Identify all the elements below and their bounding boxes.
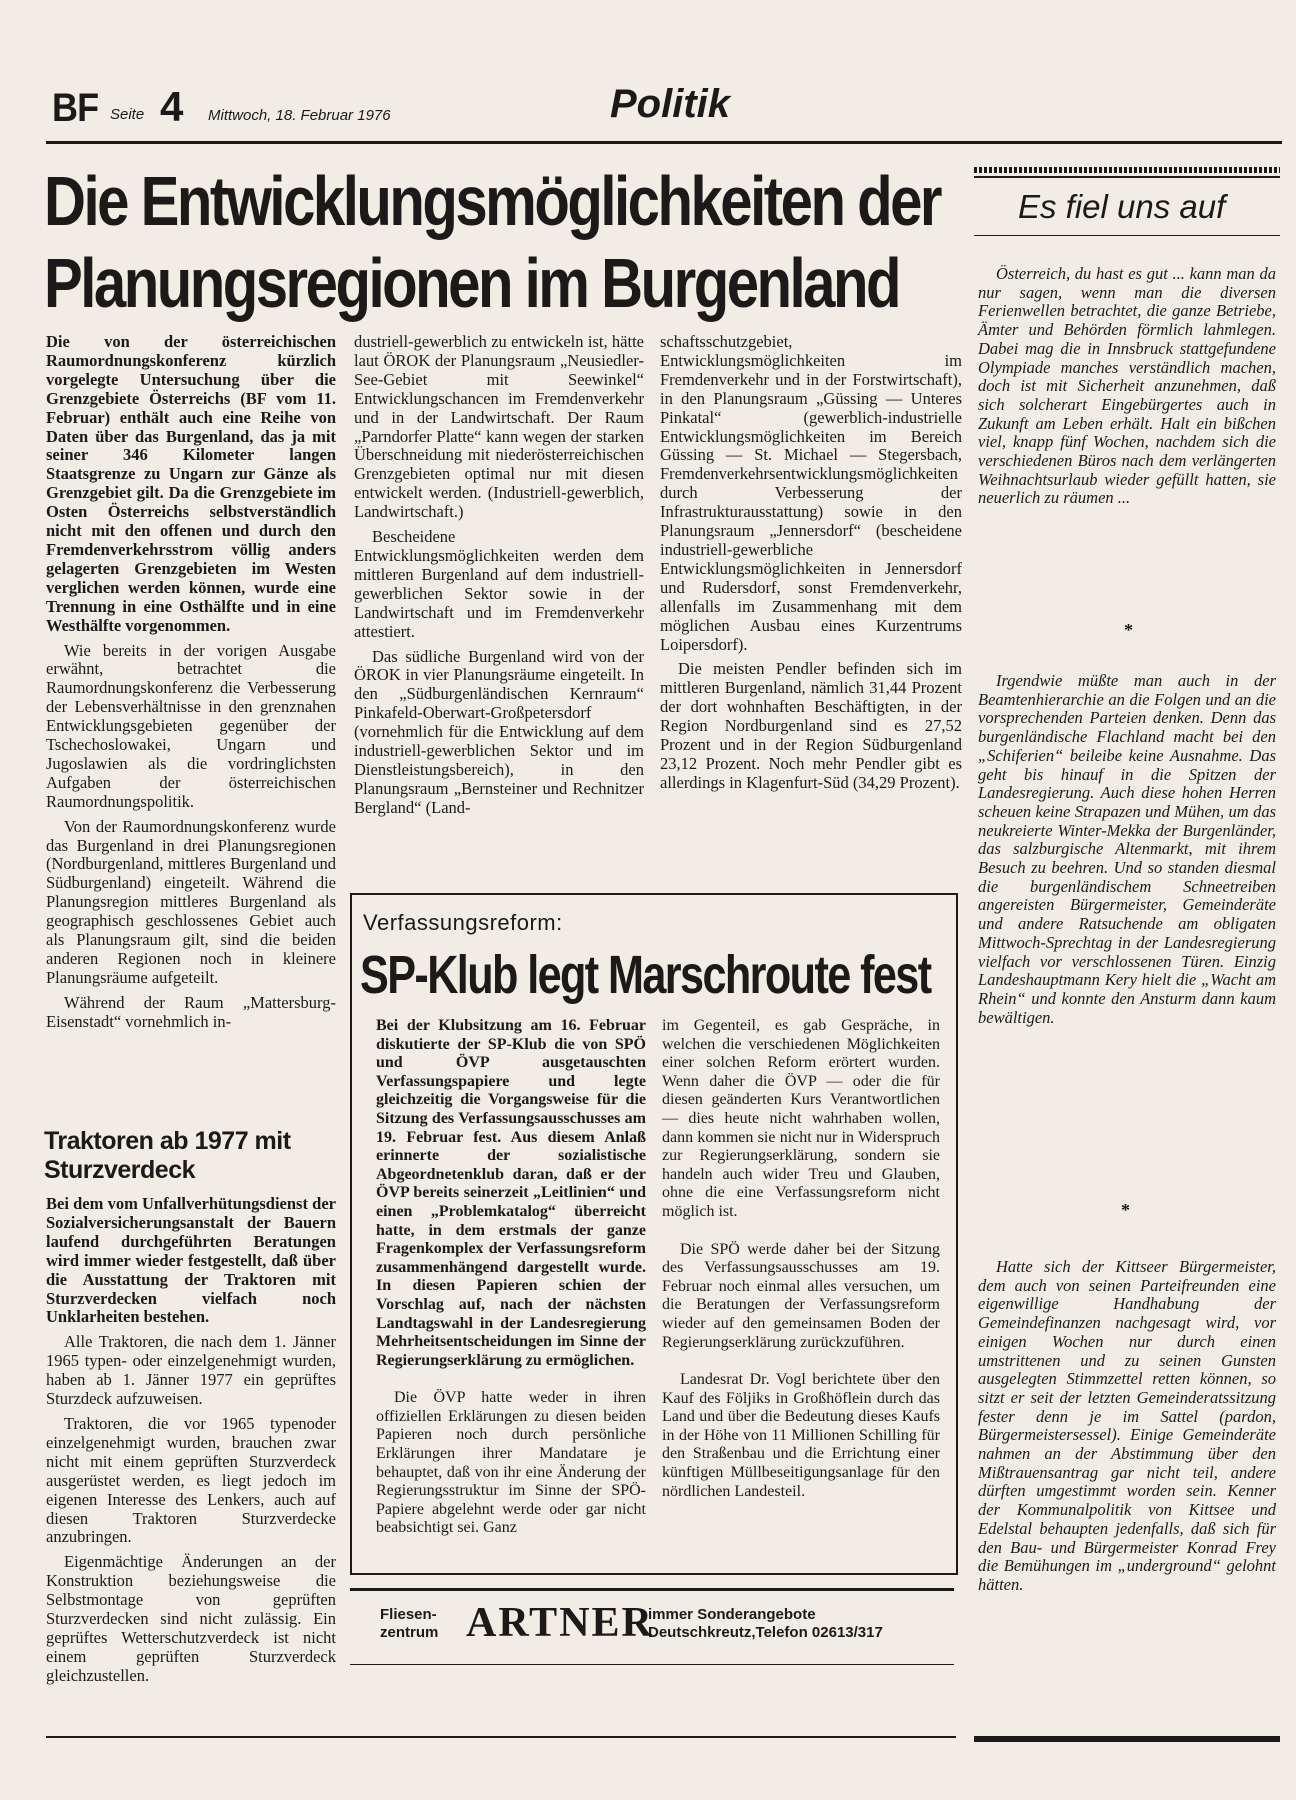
main-article-paragraph: Bescheidene Entwicklungsmöglichkeiten werden dem mittleren Burgenland auf dem industriell-gewerblichen Sektor sowie in der Landwirtschaft und im Fremdenverkehr attestiert. bbox=[354, 527, 644, 641]
sidebar-paragraph: Hatte sich der Kittseer Bürgermeister, dem auch von seinen Parteifreunden eine eigenwillige Handhabung der Gemeindefinanzen nachgesagt wird, vor einigen Wochen nur durch einen umstrittenen und zu seinen Gunsten ausgelegten Stimmzettel retten können, so sitzt er seit der letzten Gemeinderatssitzung fester denn je im Sattel (pardon, Bürgermeistersessel). Einige Gemeinderäte nahmen an der Abstimmung über den Mißtrauensantrag gar nicht teil, andere dürften umgestimmt worden sein. Kenner der Kommunalpolitik von Kittsee und Edelstal behaupten jedenfalls, daß sich für den Bau- und Bürgermeister Konrad Frey die Bemühungen im „underground“ gelohnt hätten. bbox=[978, 1257, 1276, 1594]
ad-brand-logo: ARTNER bbox=[466, 1600, 654, 1646]
traktoren-lead: Bei dem vom Unfallverhütungsdienst der Sozialversicherungsanstalt der Bauern laufend durchgeführten Beratungen wird immer wieder festgestellt, daß über die Ausstattung der Traktoren mit Sturzverdecken vielfach noch Unklarheiten bestehen. bbox=[46, 1194, 336, 1327]
sidebar-top-rule bbox=[974, 167, 1280, 173]
sidebar-item-2 bbox=[978, 672, 1276, 1027]
ad-left-line: Fliesen- bbox=[380, 1606, 437, 1623]
issue-date: Mittwoch, 18. Februar 1976 bbox=[208, 107, 391, 124]
sidebar-footer-rule bbox=[974, 1736, 1280, 1742]
traktoren-paragraph: Alle Traktoren, die nach dem 1. Jänner 1965 typen- oder einzelgenehmigt wurden, haben ab 1. Jänner 1977 ein geprüftes Sturzdeck aufzuweisen. bbox=[46, 1332, 336, 1409]
box-kicker: Verfassungsreform: bbox=[363, 910, 563, 935]
page-footer-rule bbox=[46, 1736, 956, 1738]
sidebar-top-rule bbox=[974, 176, 1280, 178]
sidebar-paragraph: Irgendwie müßte man auch in der Beamtenhierarchie an die Folgen und an die vorsprechenden Parteien denken. Denn das burgenländische Flachland macht bei den „Schiferien“ beileibe keine Ausnahme. Das geht bis hinauf in die Spitzen der Landesregierung. Auch diese hohen Herren scheuen keine Strapazen und Mühen, um das neukreierte Winter-Mekka der Burgenländer, das salzburgische Altenmarkt, mit ihrem Besuch zu beehren. Und so standen diesmal die burgenländischem Schneetreiben angereisten Bürgermeister, Gemeinderäte und andere Ratsuchende am obligaten Mittwoch-Sprechtag in der Landesregierung vielfach vor verschlossenen Türen. Einzig Landeshauptmann Kery hielt die „Wacht am Rhein“ und konnte den Ansturm dann kaum bewältigen. bbox=[978, 671, 1276, 1027]
ad-top-rule bbox=[350, 1588, 954, 1591]
box-column-1 bbox=[376, 1017, 646, 1538]
sidebar-item-1 bbox=[978, 265, 1276, 508]
main-article-paragraph: Die meisten Pendler befinden sich im mittleren Burgenland, nämlich 31,44 Prozent der dort wohnhaften Beschäftigten, in der Region Nordburgenland sind es 27,52 Prozent und in der Region Südburgenland 23,12 Prozent. Noch mehr Pendler gibt es allerdings in Klagenfurt-Süd (34,29 Prozent). bbox=[660, 659, 962, 792]
main-article-paragraph: dustriell-gewerblich zu entwickeln ist, hätte laut ÖROK der Planungsraum „Neusiedler-See-Gebiet mit Seewinkel“ Entwicklungschancen im Fremdenverkehr und in der Landwirtschaft. Der Raum „Parndorfer Platte“ kann wegen der starken Überschneidung mit niederösterreichischen Grenzgebieten optimal nur mit diesen entwickelt werden. (Industriell-gewerblich, Landwirtschaft.) bbox=[354, 332, 644, 522]
main-article-paragraph: Wie bereits in der vorigen Ausgabe erwähnt, betrachtet die Raumordnungskonferenz die Verbesserung der Lebensverhältnisse in den grenznahen Entwicklungsgebieten gegenüber der Tschechoslowakei, Ungarn und Jugoslawien als die vordringlichsten Aufgaben der österreichischen Raumordnungspolitik. bbox=[46, 640, 336, 811]
sidebar-item-3 bbox=[978, 1258, 1276, 1595]
ad-bottom-rule bbox=[350, 1664, 954, 1665]
traktoren-headline: Traktoren ab 1977 mit Sturzverdeck bbox=[44, 1127, 291, 1184]
main-article-column-2 bbox=[354, 333, 644, 818]
traktoren-paragraph: Eigenmächtige Änderungen an der Konstruktion beziehungsweise die Selbstmontage von geprüften Sturzverdecken sind nicht zulässig. Ein geprüftes Wetterschutzverdeck ist nicht einem geprüften Sturzverdeck gleichzustellen. bbox=[46, 1552, 336, 1685]
sidebar-paragraph: Österreich, du hast es gut ... kann man da nur sagen, wenn man die diversen Ferienwellen betrachtet, die ganze Betriebe, Ämter und Behörden förmlich lahmlegen. Dabei mag die in Innsbruck stattgefundene Olympiade manches verständlich machen, doch ist mit Sicherheit anzunehmen, daß sich solcherart Eingebürgertes auch in Zukunft am Leben erhält. Halt ein bißchen viel, knapp fünf Wochen, nachdem sich die verschiedenen Büros nach dem verlängerten Weihnachtsurlaub wieder gefüllt hatten, sie neuerlich zu räumen ... bbox=[978, 264, 1276, 508]
ad-label-right bbox=[648, 1606, 883, 1642]
box-paragraph: Die SPÖ werde daher bei der Sitzung des Verfassungsausschusses am 19. Februar noch einmal alles versuchen, um die Beratungen der Verfassungsreform wieder auf den gemeinsamen Boden der Regierungserklärung zurückzuführen. bbox=[662, 1240, 940, 1351]
main-article-lead: Die von der österreichischen Raumordnungskonferenz kürzlich vorgelegte Untersuchung über die Grenzgebiete Österreichs (BF vom 11. Februar) enthält auch eine Reihe von Daten über das Burgenland, das ja mit seiner 346 Kilometer langen Staatsgrenze zu Ungarn zur Gänze als Grenzgebiet gilt. Da die Grenzgebiete im Osten Österreichs selbstverständlich nicht mit den offenen und durch den Fremdenverkehrsstrom völlig anders gelagerten Grenzgebieten im Westen verglichen werden können, wurde eine Trennung in eine Osthälfte und in eine Westhälfte vorgenommen. bbox=[46, 332, 336, 635]
main-article-paragraph: Das südliche Burgenland wird von der ÖROK in vier Planungsräume eingeteilt. In den „Südburgenländischen Kernraum“ Pinkafeld-Oberwart-Großpetersdorf (vornehmlich für die Entwicklung auf dem industriell-gewerblichen Sektor und im Dienstleistungsbereich), in den Planungsraum „Bernsteiner und Rechnitzer Bergland“ (Land- bbox=[354, 646, 644, 817]
main-article-paragraph: Von der Raumordnungskonferenz wurde das Burgenland in drei Planungsregionen (Nordburgenland, mittleres Burgenland und Südburgenland) eingeteilt. Während die Planungsregion mittleres Burgenland als geographisch geschlossenes Gebiet auch als Planungsraum gilt, sind die beiden anderen Regionen noch in kleinere Planungsräume aufgeteilt. bbox=[46, 816, 336, 987]
page-number: 4 bbox=[160, 83, 184, 130]
main-headline bbox=[44, 160, 941, 324]
box-column-2 bbox=[662, 1017, 940, 1501]
ad-left-line: zentrum bbox=[380, 1624, 439, 1641]
headline-line-2: Planungsregionen im Burgenland bbox=[44, 244, 899, 322]
sidebar-title: Es fiel uns auf bbox=[1018, 188, 1226, 225]
traktoren-paragraph: Traktoren, die vor 1965 typenoder einzelgenehmigt wurden, brauchen zwar nicht mit einem geprüften Sturzverdeck ausgerüstet werden, es liegt jedoch im eigenen Interesse des Lenkers, auch auf diesen Traktoren Sturzverdecke anzubringen. bbox=[46, 1413, 336, 1547]
main-article-paragraph: schaftsschutzgebiet, Entwicklungsmöglichkeiten im Fremdenverkehr und in der Forstwirtschaft), in den Planungsraum „Güssing — Unteres Pinkatal“ (gewerblich-industrielle Entwicklungsmöglichkeiten im Bereich Güssing — St. Michael — Stegersbach, Fremdenverkehrsentwicklungsmöglichkeiten durch Verbesserung der Infrastrukturausstattung) sowie in den Planungsraum „Jennersdorf“ (bescheidene industriell-gewerbliche Entwicklungsmöglichkeiten in Jennersdorf und Rudersdorf, sonst Fremdenverkehr, allenfalls im Zusammenhang mit dem möglichen Ausbau eines Kurzentrums Loipersdorf). bbox=[660, 332, 962, 654]
ad-right-line: Deutschkreutz,Telefon 02613/317 bbox=[648, 1624, 883, 1641]
box-paragraph: Landesrat Dr. Vogl berichtete über den Kauf des Följiks in Großhöflein durch das Land und über die Bedeutung dieses Kaufs in der Höhe von 11 Millionen Schilling für den Straßenbau und die Errichtung einer künftigen Müllbeseitigungsanlage für den nördlichen Landesteil. bbox=[662, 1371, 940, 1500]
box-lead: Bei der Klubsitzung am 16. Februar diskutierte der SP-Klub die von SPÖ und ÖVP ausgetauschten Verfassungspapiere und legte gleichzeitig die Vorgangsweise für die Sitzung des Verfassungsausschusses am 19. Februar fest. Aus diesem Anlaß erinnerte der sozialistische Abgeordnetenklub daran, daß er der ÖVP bereits seinerzeit „Leitlinien“ und einen „Problemkatalog“ überreicht hatte, in dem erstmals der ganze Fragenkomplex der Verfassungsreform zusammenhängend dargestellt wurde. In diesen Papieren schien der Vorschlag auf, nach der nächsten Landtagswahl in der Landesregierung Mehrheitsentscheidungen im Sinne der Regierungserklärung zu ermöglichen. bbox=[376, 1017, 646, 1369]
main-article-column-1 bbox=[46, 333, 336, 1032]
main-article-paragraph: Während der Raum „Mattersburg-Eisenstadt“ vornehmlich in- bbox=[46, 992, 336, 1031]
box-headline: SP-Klub legt Marschroute fest bbox=[360, 945, 931, 1005]
ad-right-line: immer Sonderangebote bbox=[648, 1606, 816, 1623]
section-title: Politik bbox=[610, 82, 731, 126]
box-paragraph: im Gegenteil, es gab Gespräche, in welchen die verschiedenen Möglichkeiten einer solchen Reform erörtert wurden. Wenn daher die ÖVP — oder die für diesen geänderten Kurs Verantwortlichen — dies heute nicht wahrhaben wollen, dann kommen sie nicht nur in Widerspruch zur Regierungserklärung, sondern sie handeln auch wider Treu und Glauben, ohne die eine Verfassungsreform nicht möglich ist. bbox=[662, 1017, 940, 1220]
headline-line-1: Die Entwicklungsmöglichkeiten der bbox=[44, 162, 941, 240]
page-label: Seite bbox=[110, 106, 145, 123]
masthead-rule bbox=[46, 141, 1282, 144]
sidebar-separator: * bbox=[1121, 1200, 1130, 1220]
newspaper-logo: BF bbox=[52, 86, 99, 130]
traktoren-article bbox=[46, 1195, 336, 1686]
main-article-column-3 bbox=[660, 333, 962, 793]
ad-label-left bbox=[380, 1606, 438, 1642]
sidebar-separator: * bbox=[1124, 620, 1133, 640]
sidebar-title-rule bbox=[974, 235, 1280, 236]
box-paragraph: Die ÖVP hatte weder in ihren offiziellen Erklärungen zu diesen beiden Papieren noch durch persönliche Erklärungen ihrer Mandatare je behauptet, daß von ihr eine Änderung der Regierungsstruktur im Sinne der SPÖ-Papiere abgelehnt werde oder gar nicht beabsichtigt sei. Ganz bbox=[376, 1389, 646, 1537]
